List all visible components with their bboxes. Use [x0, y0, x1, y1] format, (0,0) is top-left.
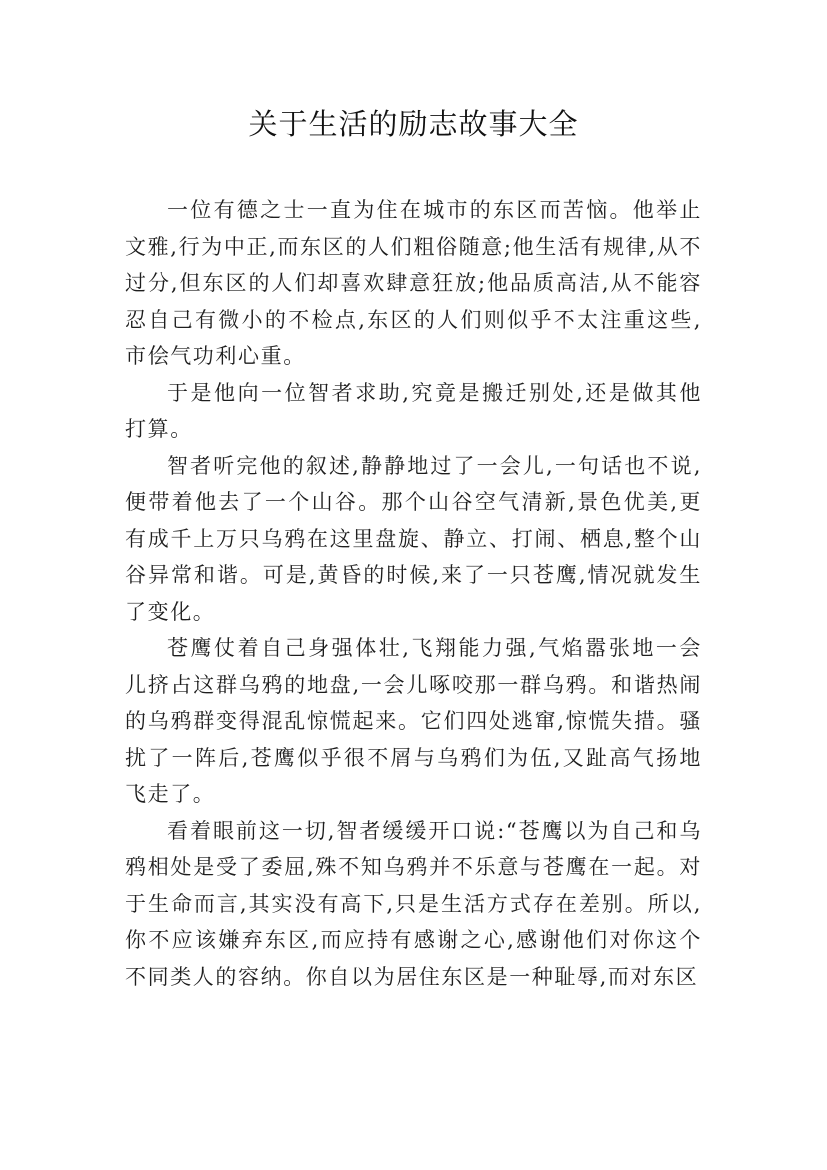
paragraph: 于是他向一位智者求助,究竟是搬迁别处,还是做其他打算。: [125, 380, 702, 441]
paragraph: 看着眼前这一切,智者缓缓开口说:“苍鹰以为自己和乌鸦相处是受了委屈,殊不知乌鸦并不乐意与苍鹰在一起。对于生命而言,其实没有高下,只是生活方式存在差别。所以,你不应该嫌弃东区,而应持有感谢之心,感谢他们对你这个不同类人的容纳。你自以为居住东区是一种耻辱,而对东区: [125, 818, 702, 989]
paragraph: 智者听完他的叙述,静静地过了一会儿,一句话也不说,便带着他去了一个山谷。那个山谷空气清新,景色优美,更有成千上万只乌鸦在这里盘旋、静立、打闹、栖息,整个山谷异常和谐。可是,黄昏的时候,来了一只苍鹰,情况就发生了变化。: [125, 453, 702, 624]
paragraph: 苍鹰仗着自己身强体壮,飞翔能力强,气焰嚣张地一会儿挤占这群乌鸦的地盘,一会儿啄咬那一群乌鸦。和谐热闹的乌鸦群变得混乱惊慌起来。它们四处逃窜,惊慌失措。骚扰了一阵后,苍鹰似乎很不屑与乌鸦们为伍,又趾高气扬地飞走了。: [125, 636, 702, 806]
document-body: [125, 192, 702, 995]
document-title: 关于生活的励志故事大全: [248, 107, 579, 141]
paragraph: 一位有德之士一直为住在城市的东区而苦恼。他举止文雅,行为中正,而东区的人们粗俗随意;他生活有规律,从不过分,但东区的人们却喜欢肆意狂放;他品质高洁,从不能容忍自己有微小的不检点,东区的人们则似乎不太注重这些,市侩气功利心重。: [125, 198, 702, 368]
